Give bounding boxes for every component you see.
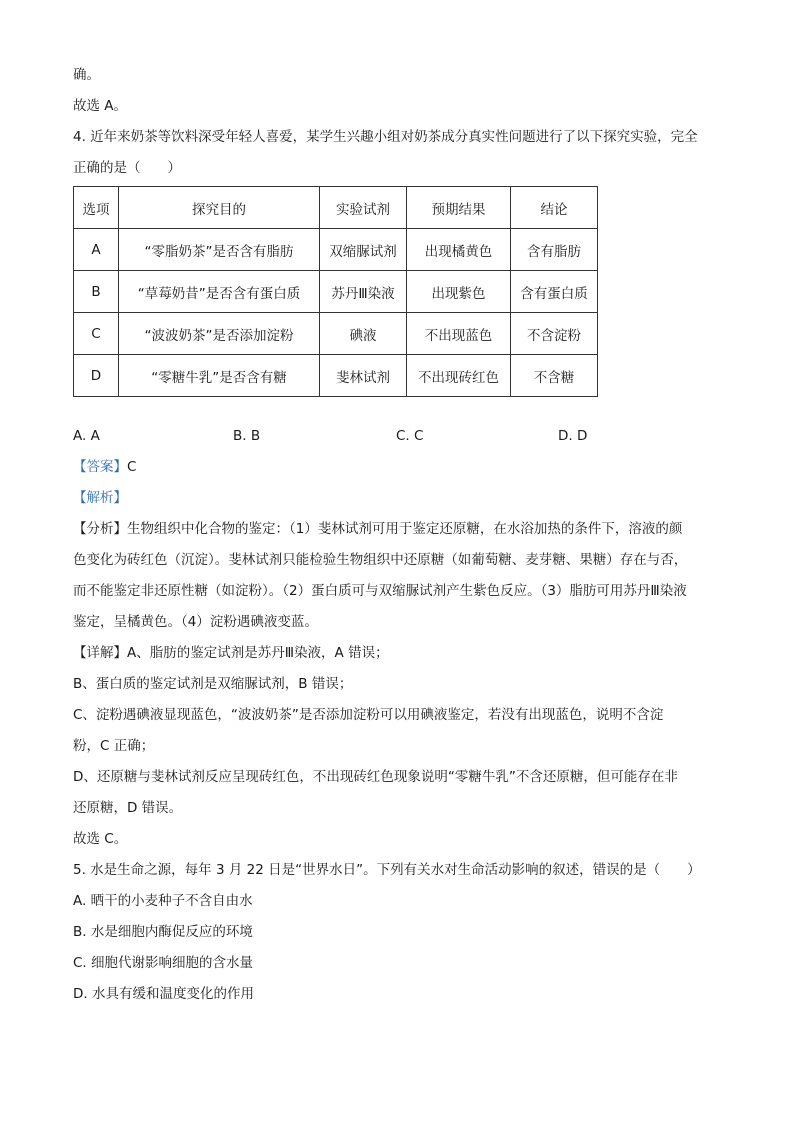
fenxi-line: 色变化为砖红色（沉淀）。斐林试剂只能检验生物组织中还原糖（如葡萄糖、麦芽糖、果糖）存在与否， [73,552,688,568]
table-header-row [74,187,598,229]
table-cell: 双缩脲试剂 [320,229,407,271]
answer-tag: 【答案】 [73,459,127,475]
xiangjie-line [73,638,733,669]
table-row [74,271,598,313]
fenxi-tag: 【分析】 [73,521,127,537]
option-b: B. B [233,428,261,444]
question-4-stem: 正确的是（ ） [73,160,181,176]
question-5-option: A. 晒干的小麦种子不含自由水 [73,893,253,909]
xiangjie-line: 还原糖，D 错误。 [73,800,183,816]
table-header-cell: 选项 [74,187,119,229]
xiangjie-line: C、淀粉遇碘液显现蓝色，“波波奶茶”是否添加淀粉可以用碘液鉴定，若没有出现蓝色，说明不含淀 [73,707,664,723]
question-5-option: B. 水是细胞内酶促反应的环境 [73,924,253,940]
table-cell: 不含淀粉 [511,313,598,355]
option-d: D. D [558,428,588,444]
question-4-table [73,186,598,397]
table-cell: “零脂奶茶”是否含有脂肪 [119,229,320,271]
table-cell: 含有脂肪 [511,229,598,271]
table-cell: “草莓奶昔”是否含有蛋白质 [119,271,320,313]
question-4-stem: 4. 近年来奶茶等饮料深受年轻人喜爱，某学生兴趣小组对奶茶成分真实性问题进行了以下探究实验，完全 [73,129,698,145]
option-c: C. C [396,428,424,444]
table-cell: D [74,355,119,397]
xiangjie-tag: 【详解】 [73,645,127,661]
table-cell: C [74,313,119,355]
document-page [73,60,733,1010]
table-row [74,355,598,397]
answer-line [73,452,733,483]
table-header-cell: 实验试剂 [320,187,407,229]
question-5-stem: 5. 水是生命之源，每年 3 月 22 日是“世界水日”。下列有关水对生命活动影响的叙述，错误的是（ ） [73,862,701,878]
table-cell: 含有蛋白质 [511,271,598,313]
table-cell: 苏丹Ⅲ染液 [320,271,407,313]
table-header-cell: 预期结果 [407,187,511,229]
answer-value: C [127,459,137,475]
analysis-tag: 【解析】 [73,490,127,506]
table-cell: 不出现蓝色 [407,313,511,355]
analysis-heading [73,483,733,514]
fenxi-line: 而不能鉴定非还原性糖（如淀粉）。（2）蛋白质可与双缩脲试剂产生紫色反应。（3）脂肪可用苏丹Ⅲ染液 [73,583,687,599]
table-cell: 不含糖 [511,355,598,397]
table-cell: 斐林试剂 [320,355,407,397]
table-cell: 出现橘黄色 [407,229,511,271]
xiangjie-text: A、脂肪的鉴定试剂是苏丹Ⅲ染液，A 错误； [127,645,389,661]
fenxi-line [73,514,733,545]
question-5-option: C. 细胞代谢影响细胞的含水量 [73,955,254,971]
table-header-cell: 探究目的 [119,187,320,229]
fenxi-line: 鉴定，呈橘黄色。（4）淀粉遇碘液变蓝。 [73,614,318,630]
table-cell: A [74,229,119,271]
table-row [74,313,598,355]
table-cell: 不出现砖红色 [407,355,511,397]
table-cell: 碘液 [320,313,407,355]
table-header-cell: 结论 [511,187,598,229]
xiangjie-line: 故选 C。 [73,831,128,847]
text-line: 确。 [73,67,100,83]
question-5-option: D. 水具有缓和温度变化的作用 [73,986,254,1002]
xiangjie-line: D、还原糖与斐林试剂反应呈现砖红色，不出现砖红色现象说明“零糖牛乳”不含还原糖，但可能存在非 [73,769,678,785]
xiangjie-line: 粉，C 正确； [73,738,155,754]
xiangjie-line: B、蛋白质的鉴定试剂是双缩脲试剂，B 错误； [73,676,353,692]
table-cell: 出现紫色 [407,271,511,313]
question-4-options [73,421,733,452]
option-a: A. A [73,428,100,444]
fenxi-text: 生物组织中化合物的鉴定：（1）斐林试剂可用于鉴定还原糖，在水浴加热的条件下，溶液的颜 [127,521,683,537]
table-cell: “波波奶茶”是否添加淀粉 [119,313,320,355]
text-line: 故选 A。 [73,98,128,114]
table-row [74,229,598,271]
table-cell: B [74,271,119,313]
table-cell: “零糖牛乳”是否含有糖 [119,355,320,397]
